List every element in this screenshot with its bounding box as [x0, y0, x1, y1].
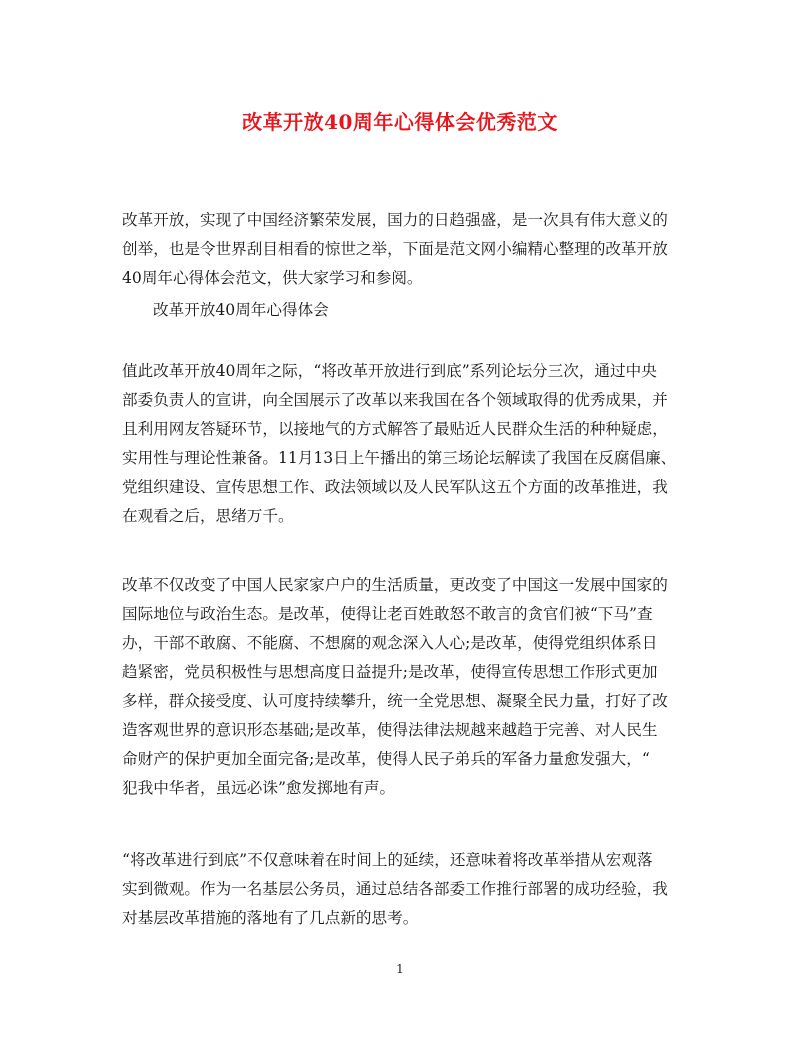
text-line: 改革开放，实现了中国经济繁荣发展，国力的日趋强盛，是一次具有伟大意义的 [122, 211, 668, 229]
text-line: 改革不仅改变了中国人民家家户户的生活质量，更改变了中国这一发展中国家的 [122, 576, 668, 594]
paragraph-2 [122, 571, 678, 803]
text-line: 实到微观。作为一名基层公务员，通过总结各部委工作推行部署的成功经验，我 [122, 880, 668, 898]
text-line: 命财产的保护更加全面完备;是改革，使得人民子弟兵的军备力量愈发强大，“ [122, 750, 650, 768]
paragraph-3 [122, 846, 678, 933]
text-line: 且利用网友答疑环节，以接地气的方式解答了最贴近人民群众生活的种种疑虑， [122, 420, 668, 438]
text-line: 实用性与理论性兼备。11月13日上午播出的第三场论坛解读了我国在反腐倡廉、 [122, 449, 677, 467]
text-line: 犯我中华者，虽远必诛”愈发掷地有声。 [122, 779, 396, 797]
text-line: 40周年心得体会范文，供大家学习和参阅。 [122, 269, 423, 287]
intro-paragraph [122, 206, 678, 293]
subheading: 改革开放40周年心得体会 [153, 301, 329, 319]
text-line: 在观看之后，思绪万千。 [122, 507, 294, 525]
paragraph-1 [122, 357, 678, 531]
text-line: 办，干部不敢腐、不能腐、不想腐的观念深入人心;是改革，使得党组织体系日 [122, 634, 658, 652]
text-line: 创举，也是令世界刮目相看的惊世之举，下面是范文网小编精心整理的改革开放 [122, 240, 668, 258]
text-line: 党组织建设、宣传思想工作、政法领域以及人民军队这五个方面的改革推进，我 [122, 478, 668, 496]
text-line: 部委负责人的宣讲，向全国展示了改革以来我国在各个领域取得的优秀成果，并 [122, 391, 668, 409]
text-line: 国际地位与政治生态。是改革，使得让老百姓敢怒不敢言的贪官们被“下马”查 [122, 605, 653, 623]
text-line: “将改革进行到底”不仅意味着在时间上的延续，还意味着将改革举措从宏观落 [122, 851, 653, 869]
text-line: 造客观世界的意识形态基础;是改革，使得法律法规越来越趋于完善、对人民生 [122, 721, 658, 739]
text-line: 多样，群众接受度、认可度持续攀升，统一全党思想、凝聚全民力量，打好了改 [122, 692, 668, 710]
text-line: 趋紧密，党员积极性与思想高度日益提升;是改革，使得宣传思想工作形式更加 [122, 663, 658, 681]
text-line: 值此改革开放40周年之际，“将改革开放进行到底”系列论坛分三次，通过中央 [122, 362, 657, 380]
text-line: 对基层改革措施的落地有了几点新的思考。 [122, 909, 419, 927]
page-number: 1 [396, 962, 404, 976]
page-title: 改革开放40周年心得体会优秀范文 [242, 110, 558, 134]
